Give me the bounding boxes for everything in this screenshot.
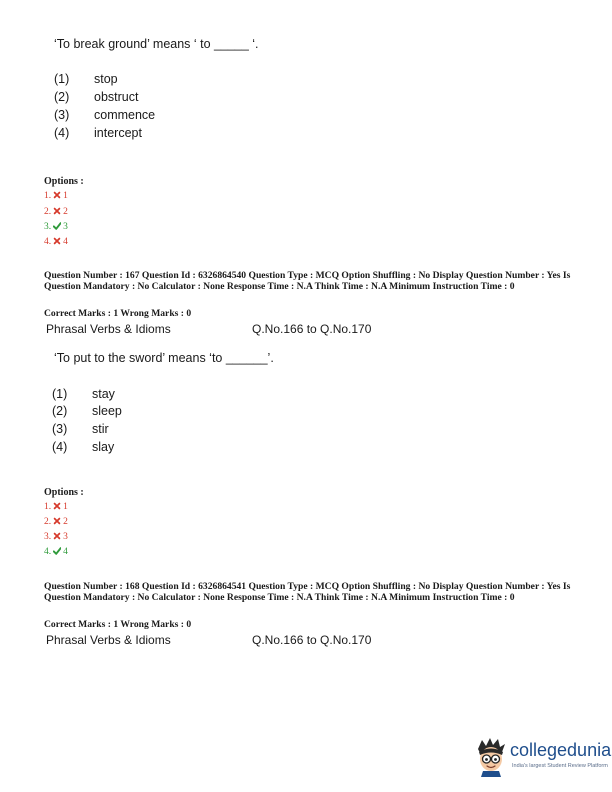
choice-number: (2): [52, 404, 68, 418]
cross-icon: [53, 517, 61, 525]
choice-number: (4): [54, 126, 70, 140]
choice-number: (2): [54, 90, 70, 104]
option-prefix: 1.: [44, 502, 52, 512]
option-prefix: 4.: [44, 237, 52, 247]
check-icon: [53, 222, 61, 230]
check-icon: [53, 547, 61, 555]
logo-name: collegedunia: [510, 740, 612, 760]
question-2-marks: Correct Marks : 1 Wrong Marks : 0: [44, 308, 192, 319]
cross-icon: [53, 502, 61, 510]
cross-icon: [53, 532, 61, 540]
question-1-option-3: [44, 222, 68, 232]
option-prefix: 3.: [44, 532, 52, 542]
question-2-option-1: [44, 502, 68, 512]
mascot-icon: [474, 737, 508, 777]
cross-icon: [53, 237, 61, 245]
question-2-meta: Question Number : 167 Question Id : 6326864540 Question Type : MCQ Option Shuffling : No Display Question Number : Yes Is Question Mandatory : No Calculator : None Response Time : N.A Think Time : N.A Minimum Instruction Time : 0: [44, 270, 571, 293]
question-2-option-3: [44, 532, 68, 542]
option-value: 1: [63, 502, 68, 512]
option-value: 2: [63, 517, 68, 527]
option-prefix: 4.: [44, 547, 52, 557]
choice-text: commence: [94, 108, 156, 122]
option-prefix: 2.: [44, 517, 52, 527]
cross-icon: [53, 191, 61, 199]
choice-text: intercept: [94, 126, 142, 140]
option-prefix: 1.: [44, 191, 52, 201]
question-3-section: Phrasal Verbs & Idioms: [46, 633, 171, 647]
choice-text: stay: [92, 387, 115, 401]
option-value: 3: [63, 222, 68, 232]
question-2-option-4: [44, 547, 68, 557]
question-1-options-label: Options :: [44, 176, 84, 187]
question-2-text: ‘To put to the sword’ means ‘to ______’.: [54, 351, 274, 365]
choice-text: stop: [94, 72, 118, 86]
question-2-section: Phrasal Verbs & Idioms: [46, 322, 171, 336]
option-value: 3: [63, 532, 68, 542]
question-1-option-4: [44, 237, 68, 247]
question-1-option-1: [44, 191, 68, 201]
choice-text: sleep: [92, 404, 122, 418]
option-value: 4: [63, 547, 68, 557]
choice-number: (1): [54, 72, 70, 86]
question-2-options-label: Options :: [44, 487, 84, 498]
question-3-meta: Question Number : 168 Question Id : 6326864541 Question Type : MCQ Option Shuffling : No Display Question Number : Yes Is Question Mandatory : No Calculator : None Response Time : N.A Think Time : N.A Minimum Instruction Time : 0: [44, 581, 571, 604]
choice-number: (1): [52, 387, 68, 401]
question-2-range: Q.No.166 to Q.No.170: [252, 322, 372, 336]
question-1-text: ‘To break ground’ means ‘ to _____ ‘.: [54, 37, 259, 51]
option-value: 1: [63, 191, 68, 201]
collegedunia-logo: [474, 737, 612, 777]
option-prefix: 2.: [44, 207, 52, 217]
choice-text: slay: [92, 440, 115, 454]
choice-text: stir: [92, 422, 109, 436]
option-value: 2: [63, 207, 68, 217]
choice-number: (3): [52, 422, 68, 436]
logo-tagline: India's largest Student Review Platform: [512, 763, 608, 769]
option-prefix: 3.: [44, 222, 52, 232]
question-1-option-2: [44, 207, 68, 217]
choice-number: (4): [52, 440, 68, 454]
choice-number: (3): [54, 108, 70, 122]
question-3-marks: Correct Marks : 1 Wrong Marks : 0: [44, 619, 192, 630]
question-2-option-2: [44, 517, 68, 527]
option-value: 4: [63, 237, 68, 247]
choice-text: obstruct: [94, 90, 139, 104]
question-3-range: Q.No.166 to Q.No.170: [252, 633, 372, 647]
cross-icon: [53, 207, 61, 215]
